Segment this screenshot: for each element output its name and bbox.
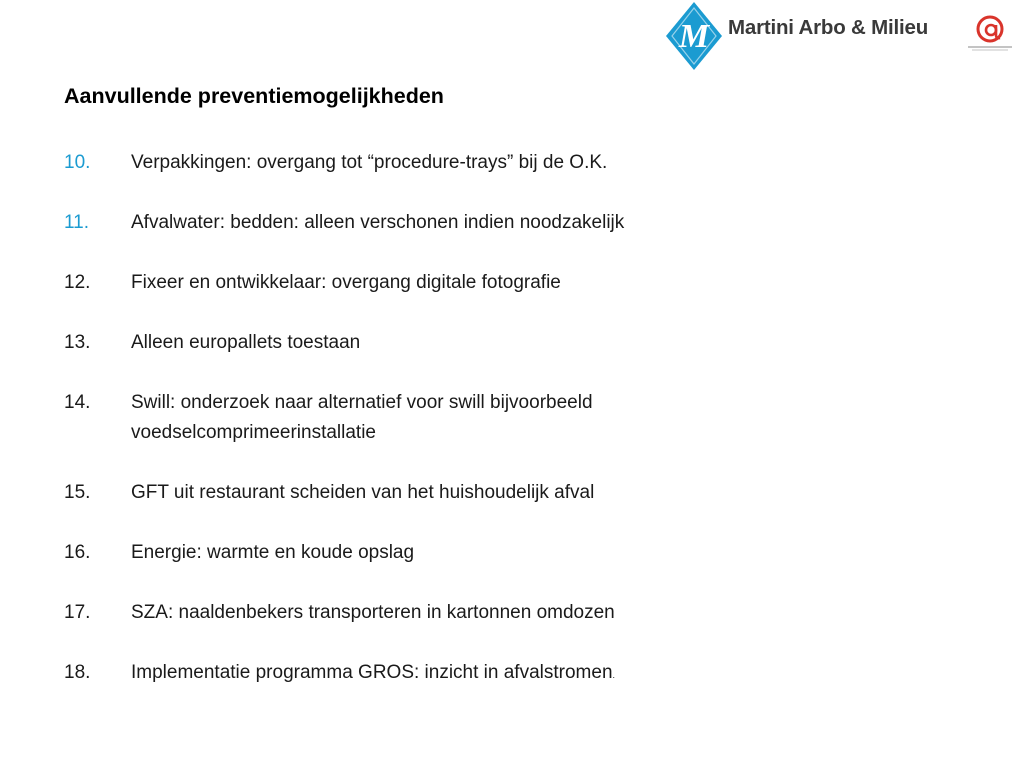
list-item-line — [131, 418, 964, 448]
list-item-line-text: Implementatie programma GROS: inzicht in afvalstromen — [131, 662, 613, 683]
list-item-text — [131, 388, 964, 448]
list-item-text — [131, 658, 964, 690]
certification-seal-icon — [964, 13, 1016, 53]
list-item-number: 18. — [64, 662, 91, 683]
list-item — [64, 478, 964, 508]
list-item-text — [131, 148, 964, 178]
list-item-line-text: Verpakkingen: overgang tot “procedure-trays” bij de O.K. — [131, 152, 608, 173]
list-item-line — [131, 208, 964, 238]
page-title: Aanvullende preventiemogelijkheden — [64, 84, 444, 108]
list-item-line — [131, 388, 964, 418]
list-item-text — [131, 478, 964, 508]
list-item-text — [131, 598, 964, 628]
list-item-number: 13. — [64, 332, 91, 353]
prevention-list — [64, 148, 964, 690]
list-item — [64, 658, 964, 690]
brand-header — [664, 0, 1024, 72]
list-item-line-text: Energie: warmte en koude opslag — [131, 542, 415, 563]
list-item — [64, 538, 964, 568]
list-item — [64, 598, 964, 628]
list-item-line — [131, 328, 964, 358]
list-item-number: 15. — [64, 482, 91, 503]
list-item-line — [131, 598, 964, 628]
list-item-number: 10. — [64, 152, 91, 173]
list-item-line — [131, 268, 964, 298]
list-item-line-text: Fixeer en ontwikkelaar: overgang digitale fotografie — [131, 272, 561, 293]
list-item-number: 11. — [64, 212, 90, 233]
list-item-line-text: GFT uit restaurant scheiden van het huishoudelijk afval — [131, 482, 595, 503]
martini-m-logo-icon — [664, 0, 724, 72]
brand-name: Martini Arbo & Milieu — [728, 16, 929, 39]
list-item-line-text: SZA: naaldenbekers transporteren in kartonnen omdozen — [131, 602, 615, 623]
list-item — [64, 148, 964, 178]
list-item-text — [131, 328, 964, 358]
list-item — [64, 268, 964, 298]
list-item-line-text: Afvalwater: bedden: alleen verschonen indien noodzakelijk — [131, 212, 625, 233]
list-item-line — [131, 538, 964, 568]
list-item-number: 16. — [64, 542, 91, 563]
list-item-line — [131, 148, 964, 178]
list-item-line-text: Alleen europallets toestaan — [131, 332, 361, 353]
list-item-line — [131, 658, 964, 690]
list-item — [64, 208, 964, 238]
list-item-line-text: voedselcomprimeerinstallatie — [131, 422, 376, 443]
list-item-number: 14. — [64, 392, 91, 413]
list-item-text — [131, 268, 964, 298]
list-item — [64, 388, 964, 448]
list-item-number: 12. — [64, 272, 91, 293]
list-item-number: 17. — [64, 602, 91, 623]
list-item — [64, 328, 964, 358]
list-item-text — [131, 208, 964, 238]
svg-text:M: M — [678, 18, 710, 55]
list-item-text — [131, 538, 964, 568]
list-item-line-text: Swill: onderzoek naar alternatief voor swill bijvoorbeeld — [131, 392, 593, 413]
list-item-suffix: . — [612, 670, 616, 680]
list-item-line — [131, 478, 964, 508]
